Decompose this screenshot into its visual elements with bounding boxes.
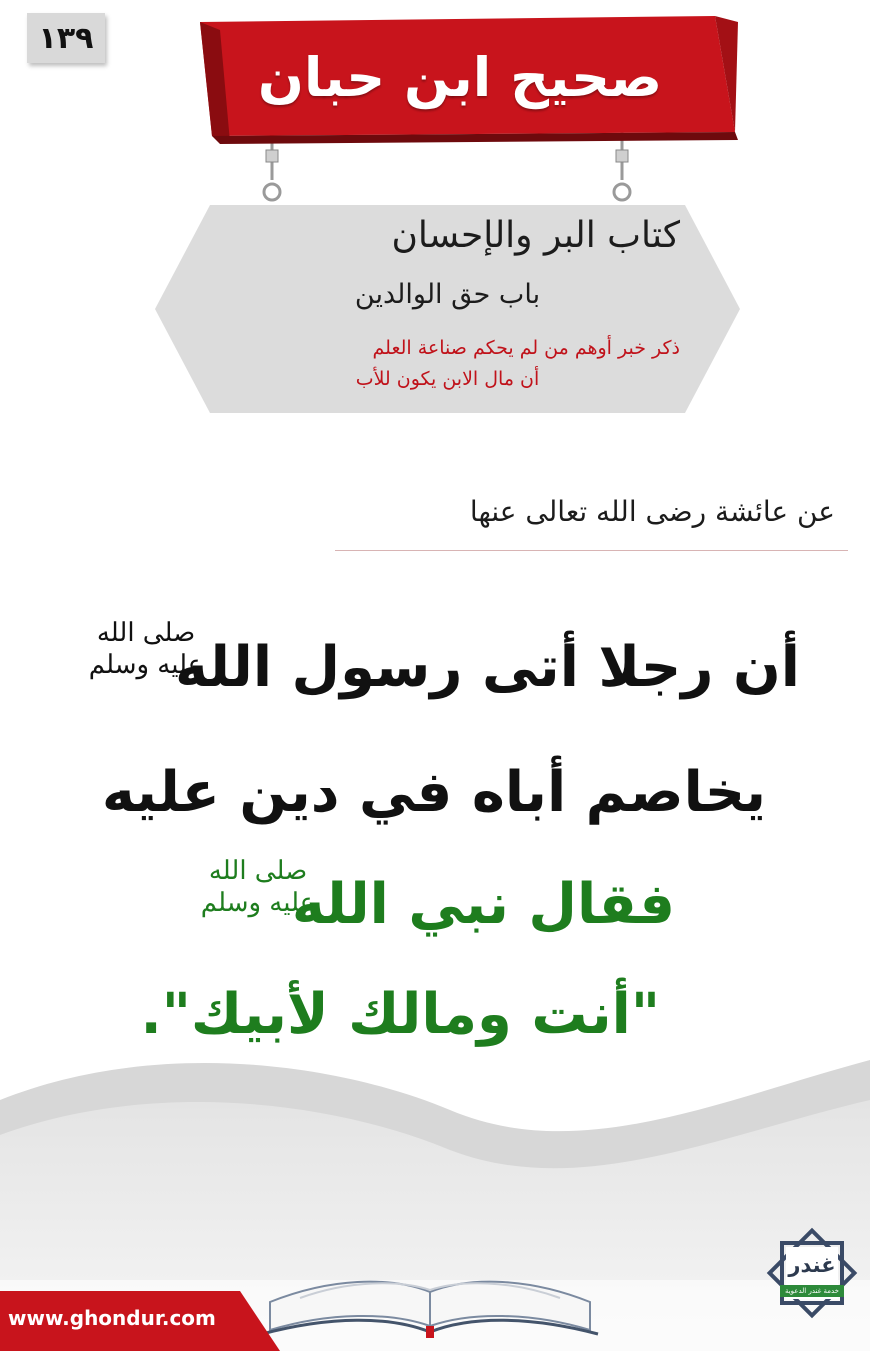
salawat-calligraphy-1: صلى الله عليه وسلم — [88, 618, 204, 680]
logo-name: غندر — [788, 1253, 836, 1277]
website-link[interactable]: www.ghondur.com — [8, 1306, 216, 1330]
hadith-line-3: فقال نبي الله — [291, 872, 675, 937]
chapter-panel — [155, 205, 740, 413]
hadith-line-1: أن رجلا أتى رسول الله — [174, 635, 800, 700]
chapter-note-line1: ذكر خبر أوهم من لم يحكم صناعة العلم — [372, 337, 680, 359]
hadith-line-2: يخاصم أباه في دين عليه — [101, 760, 767, 825]
ghondur-logo — [762, 1223, 862, 1323]
hadith-line-4: "أنت ومالك لأبيك". — [140, 982, 660, 1047]
divider — [335, 550, 848, 551]
chapter-title: باب حق الوالدين — [354, 279, 541, 310]
hadith-number: ١٣٩ — [38, 20, 94, 56]
chapter-note-line2: أن مال الابن يكون للأب — [355, 368, 540, 390]
salawat-calligraphy-2: صلى الله عليه وسلم — [200, 856, 316, 918]
logo-tagline: خدمة غندر الدعوية — [780, 1285, 844, 1297]
collection-title: صحيح ابن حبان — [257, 45, 663, 109]
title-ribbon — [190, 14, 740, 144]
narrator: عن عائشة رضى الله تعالى عنها — [469, 495, 835, 528]
book-title: كتاب البر والإحسان — [391, 215, 680, 256]
